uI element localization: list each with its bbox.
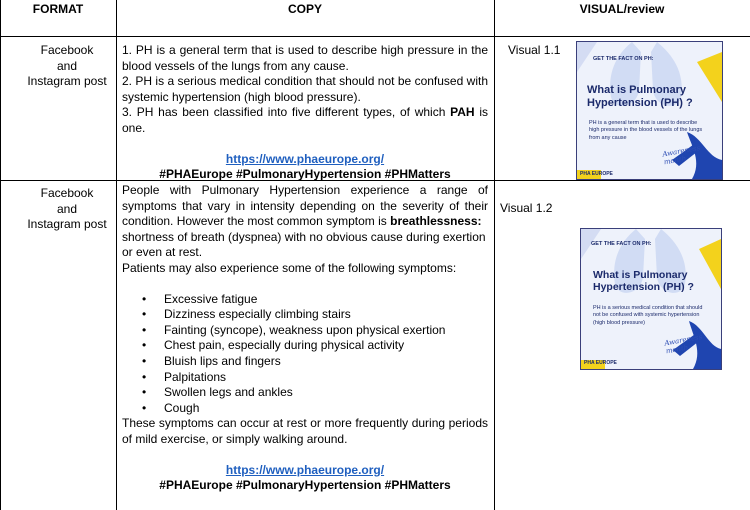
hashtags: #PHAEurope #PulmonaryHypertension #PHMatters xyxy=(159,167,451,182)
header-format: FORMAT xyxy=(32,2,84,16)
visual-label-2: Visual 1.2 xyxy=(500,201,553,215)
poster-title: What is Pulmonary Hypertension (PH) ? xyxy=(587,84,693,109)
list-item: • Swollen legs and ankles xyxy=(142,385,293,400)
list-item: • Fainting (syncope), weakness upon physical exertion xyxy=(142,322,446,337)
row-divider xyxy=(0,36,750,37)
visual-label-1: Visual 1.1 xyxy=(508,43,561,57)
poster-title: What is Pulmonary Hypertension (PH) ? xyxy=(593,269,694,294)
format-cell-1 xyxy=(18,43,116,90)
copy-cell-2 xyxy=(122,183,488,494)
list-item: • Cough xyxy=(142,400,200,415)
poster-awareness: Awareness month xyxy=(663,332,703,356)
format-line: and xyxy=(56,201,78,216)
copy-bold: PAH xyxy=(450,105,475,120)
phaeurope-link[interactable]: https://www.phaeurope.org/ xyxy=(225,151,385,166)
format-line: and xyxy=(56,58,78,73)
column-divider xyxy=(494,0,495,510)
copy-text: is one. xyxy=(122,105,489,135)
poster-body: PH is a general term that is used to describe high pressure in the blood vessels of the lungs from any cause xyxy=(589,120,703,141)
format-line: Facebook xyxy=(40,43,94,57)
symptom-list xyxy=(122,292,488,417)
pha-europe-logo: PHA EUROPE xyxy=(584,360,617,366)
copy-paragraph: Patients may also experience some of the following symptoms: xyxy=(122,260,457,275)
poster-body: PH is a serious medical condition that should not be confused with systemic hypertension (high blood pressure) xyxy=(593,305,703,326)
copy-text: People with Pulmonary Hypertension experience a range of symptoms that vary in intensity depending on the severity of their condition. However the most common symptom is xyxy=(122,183,488,229)
poster-tag: GET THE FACT ON PH: xyxy=(591,241,652,247)
format-line: Instagram post xyxy=(27,217,107,231)
copy-paragraph: 2. PH is a serious medical condition that should not be confused with systemic hypertension (high blood pressure). xyxy=(122,74,488,104)
list-item: • Excessive fatigue xyxy=(142,291,258,306)
phaeurope-link[interactable]: https://www.phaeurope.org/ xyxy=(225,462,385,477)
visual-poster-2 xyxy=(580,228,722,370)
copy-cell-1 xyxy=(122,43,488,183)
table-border-left xyxy=(0,0,1,510)
format-line: Instagram post xyxy=(27,74,107,88)
pha-europe-logo: PHA EUROPE xyxy=(580,171,613,177)
copy-bold: breathlessness: xyxy=(390,214,482,229)
list-item: • Palpitations xyxy=(142,369,227,384)
poster-tag: GET THE FACT ON PH: xyxy=(593,56,654,62)
format-cell-2 xyxy=(18,186,116,233)
list-item: • Dizziness especially climbing stairs xyxy=(142,307,351,322)
list-item: • Chest pain, especially during physical activity xyxy=(142,338,405,353)
copy-text: 3. PH has been classified into five different types, of which xyxy=(122,105,451,120)
format-line: Facebook xyxy=(40,186,94,200)
hashtags: #PHAEurope #PulmonaryHypertension #PHMatters xyxy=(159,478,451,493)
header-copy: COPY xyxy=(287,2,322,16)
poster-awareness: Awareness month xyxy=(661,143,701,167)
column-divider xyxy=(116,0,117,510)
copy-paragraph xyxy=(122,183,488,230)
header-visual: VISUAL/review xyxy=(579,2,665,16)
list-item: • Bluish lips and fingers xyxy=(142,353,281,368)
copy-paragraph: These symptoms can occur at rest or more frequently during periods of mild exercise, or simply walking around. xyxy=(122,416,488,446)
copy-paragraph: shortness of breath (dyspnea) with no obvious cause during exertion or even at rest. xyxy=(122,229,486,260)
visual-poster-1 xyxy=(576,41,723,180)
copy-paragraph xyxy=(122,105,488,136)
copy-paragraph: 1. PH is a general term that is used to describe high pressure in the blood vessels of the lungs from any cause. xyxy=(122,43,488,73)
